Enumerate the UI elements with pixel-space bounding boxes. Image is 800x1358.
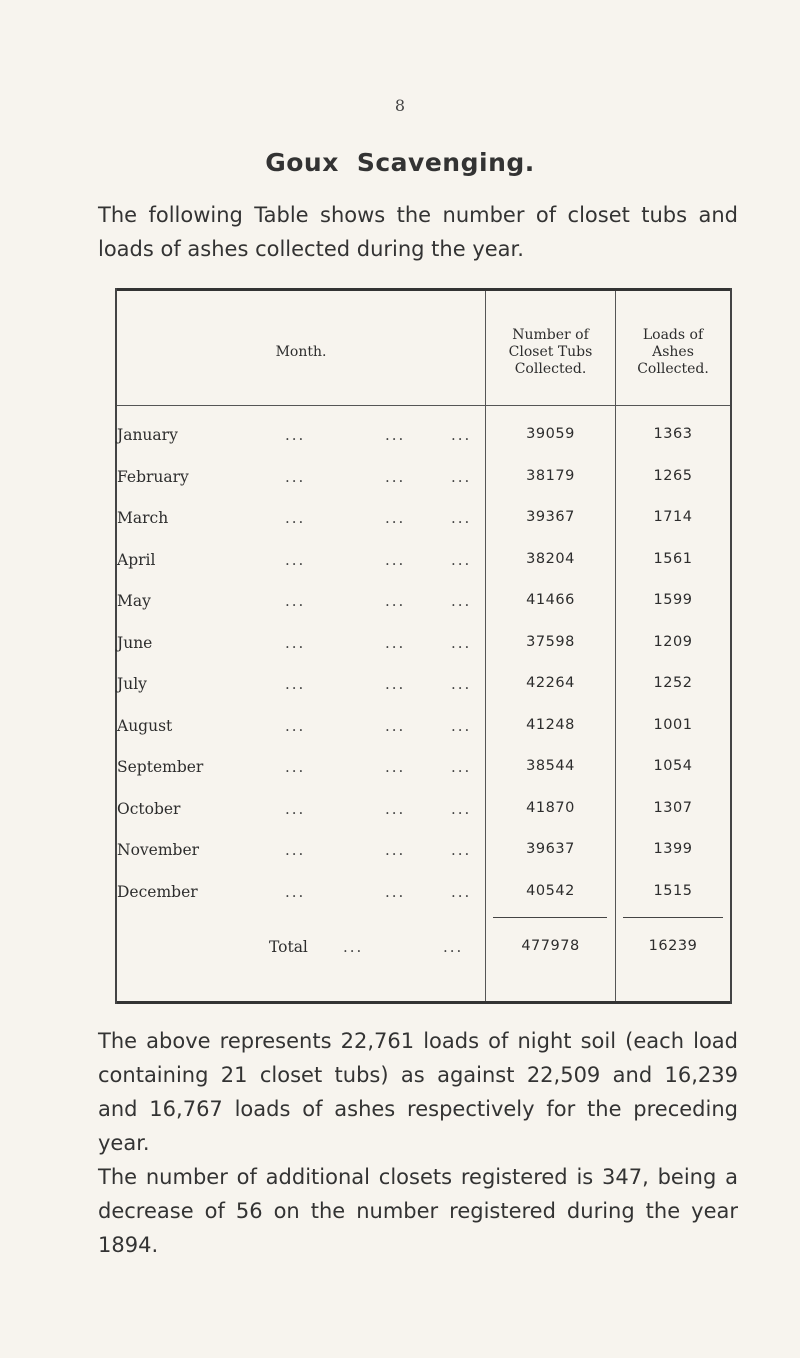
- header-divider: [117, 405, 730, 406]
- ashes-cell: 1054: [653, 758, 693, 774]
- ashes-cell: 1515: [653, 882, 693, 899]
- closet-tubs-cell: 40542: [526, 882, 575, 899]
- table-row: October ... ... ... 41870 1307: [117, 790, 730, 830]
- ashes-cell: 1209: [653, 633, 693, 650]
- table-row: November ... ... ... 39637 1399: [117, 831, 730, 871]
- header-month: Month.: [275, 343, 327, 360]
- scavenging-table: [115, 288, 732, 1006]
- ashes-cell: 1307: [653, 799, 693, 816]
- closet-tubs-cell: 42264: [526, 675, 575, 691]
- month-cell: October: [117, 799, 181, 818]
- table-row: March ... ... ... 39367 1714: [117, 499, 730, 539]
- closet-tubs-cell: 38204: [526, 550, 575, 567]
- page-number: 8: [394, 96, 406, 115]
- total-rule-tubs: [493, 917, 607, 918]
- total-label: Total: [269, 938, 308, 956]
- closet-tubs-cell: 38544: [526, 758, 575, 774]
- total-tubs: 477978: [521, 938, 580, 954]
- closet-tubs-cell: 38179: [526, 467, 575, 484]
- table-row: May ... ... ... 41466 1599: [117, 582, 730, 622]
- month-cell: April: [117, 550, 156, 569]
- month-cell: August: [117, 716, 173, 735]
- table-row: April ... ... ... 38204 1561: [117, 541, 730, 581]
- ashes-cell: 1599: [653, 592, 693, 608]
- intro-paragraph: The following Table shows the number of closet tubs and loads of ashes collected during the year.: [98, 203, 738, 261]
- closet-tubs-cell: 41870: [526, 799, 575, 816]
- table-top-rule: [115, 288, 732, 291]
- ashes-cell: 1001: [653, 716, 693, 733]
- closet-tubs-cell: 41466: [526, 592, 575, 608]
- total-row: Total ... ... 477978 16239: [117, 928, 730, 968]
- table-bottom-rule: [115, 1001, 732, 1004]
- header-tubs-line: Closet Tubs: [508, 343, 593, 360]
- table-row: August ... ... ... 41248 1001: [117, 707, 730, 747]
- table-row: June ... ... ... 37598 1209: [117, 624, 730, 664]
- month-cell: January: [117, 426, 178, 444]
- month-cell: September: [117, 758, 204, 776]
- table-row: July ... ... ... 42264 1252: [117, 665, 730, 705]
- month-cell: December: [117, 882, 198, 901]
- total-rule-ashes: [623, 917, 723, 918]
- month-cell: July: [117, 675, 147, 693]
- total-ashes: 16239: [648, 938, 698, 954]
- closet-tubs-cell: 37598: [526, 633, 575, 650]
- closet-tubs-cell: 39367: [526, 509, 575, 525]
- month-cell: June: [117, 633, 153, 652]
- month-cell: March: [117, 509, 169, 527]
- table-row: September ... ... ... 38544 1054: [117, 748, 730, 788]
- ashes-cell: 1252: [653, 675, 693, 691]
- header-loads-ashes: [616, 316, 730, 388]
- ashes-cell: 1399: [653, 841, 693, 857]
- section-title: [0, 148, 800, 177]
- table-row: February ... ... ... 38179 1265: [117, 458, 730, 498]
- ashes-cell: 1561: [653, 550, 693, 567]
- header-ashes-line: Loads of: [642, 326, 704, 343]
- ashes-cell: 1714: [653, 509, 693, 525]
- header-tubs-line: Number of: [512, 326, 589, 343]
- summary-paragraph: The above represents 22,761 loads of night soil (each load containing 21 closet tubs) as against 22,509 and 16,239 and 16,767 loads of ashes respectively for the preceding year.: [98, 1029, 738, 1155]
- closet-tubs-cell: 39637: [526, 841, 575, 857]
- closet-tubs-cell: 41248: [526, 716, 575, 733]
- month-cell: May: [117, 592, 151, 610]
- ashes-cell: 1265: [653, 467, 693, 484]
- table-row: December ... ... ... 40542 1515: [117, 873, 730, 913]
- closets-paragraph: The number of additional closets registered is 347, being a decrease of 56 on the number registered during the year 1894.: [98, 1165, 738, 1257]
- table-right-rule: [730, 288, 732, 1004]
- title-word-goux: Goux: [265, 148, 339, 177]
- title-word-scavenging: Scavenging.: [356, 148, 535, 177]
- table-row: January ... ... ... 39059 1363: [117, 416, 730, 456]
- ashes-cell: 1363: [653, 426, 693, 442]
- closet-tubs-cell: 39059: [526, 426, 575, 442]
- header-closet-tubs: [486, 316, 615, 388]
- header-ashes-line: Collected.: [637, 360, 709, 377]
- header-tubs-line: Collected.: [514, 360, 587, 377]
- header-ashes-line: Ashes: [652, 343, 694, 360]
- month-cell: February: [117, 467, 189, 486]
- month-cell: November: [117, 841, 200, 859]
